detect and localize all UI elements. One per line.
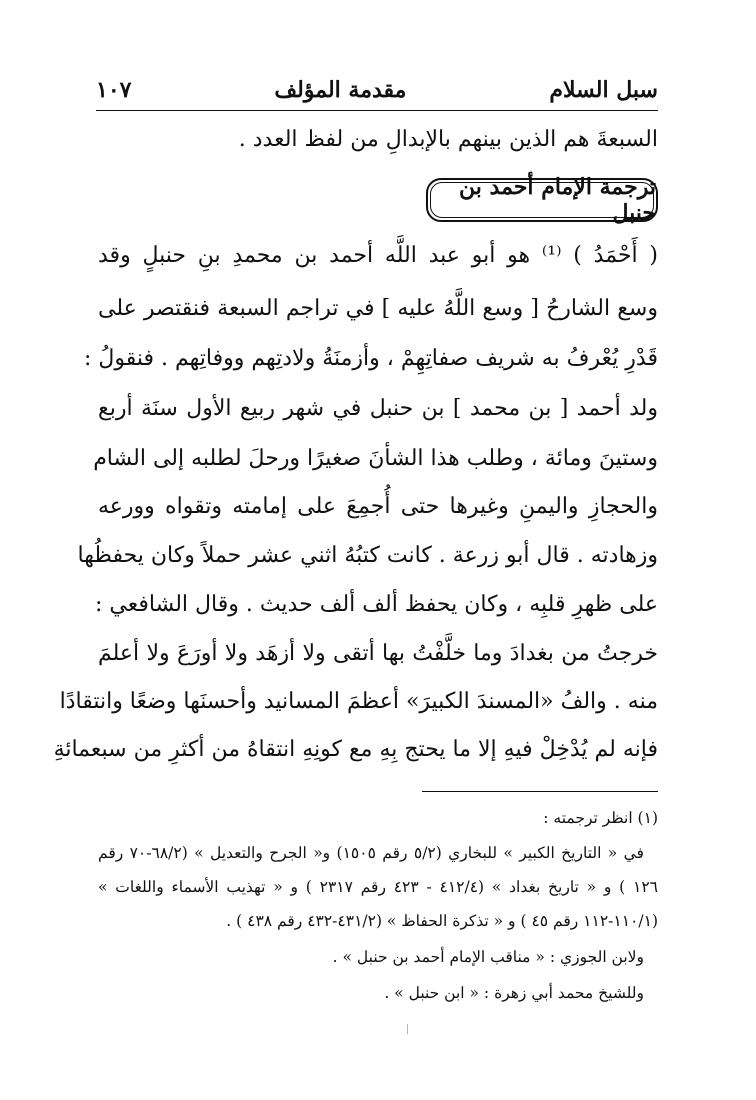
body-line: ولد أحمد [ بن محمد ] بن حنبل في شهر ربيع الأول سنَة أربع xyxy=(98,396,658,421)
scan-mark xyxy=(407,1024,408,1034)
footnote-line: ولابن الجوزي : « مناقب الإمام أحمد بن حنبل » . xyxy=(332,948,644,966)
body-line: وستينَ ومائة ، وطلب هذا الشأنَ صغيرًا ورحلَ لطلبه إلى الشام xyxy=(93,446,658,471)
body-line: ( أَحْمَدُ ) ⁽¹⁾ هو أبو عبد اللَّه أحمد بن محمدِ بنِ حنبلٍ وقد xyxy=(98,243,659,268)
body-line: منه . والفُ «المسندَ الكبيرَ» أعظمَ المسانيد وأحسنَها وضعًا وانتقادًا xyxy=(59,689,658,714)
body-line: قَدْرِ يُعْرفُ به شريف صفاتِهِمْ ، وأزمنَةُ ولادتِهم ووفاتِهم . فنقولُ : xyxy=(83,346,658,371)
footnote-rule xyxy=(422,791,658,792)
intro-line: السبعةَ هم الذين بينهم بالإبدالِ من لفظ العدد . xyxy=(238,127,658,152)
body-line: على ظهرِ قلبِه ، وكان يحفظ ألف ألف حديث . وقال الشافعي : xyxy=(95,592,658,617)
body-line: وسع الشارحُ [ وسع اللَّهُ عليه ] في تراجم السبعة فنقتصر على xyxy=(98,296,658,321)
running-header xyxy=(96,73,658,107)
footnote-label: (١) انظر ترجمته : xyxy=(543,809,658,827)
header-rule xyxy=(96,110,658,111)
section-heading: ترجمة الإمام أحمد بن حنبل xyxy=(459,174,656,226)
body-line: والحجازِ واليمنِ وغيرها حتى أُجمِعَ على إمامته وتقواه وورعه xyxy=(98,494,658,519)
page-number: ١٠٧ xyxy=(96,77,132,103)
footnote-line: في « التاريخ الكبير » للبخاري (٥/٢ رقم ١٥٠٥) و« الجرح والتعديل » (٦٨/٢-٧٠ رقم xyxy=(98,844,644,862)
section-title: مقدمة المؤلف xyxy=(274,77,407,103)
footnote-line: ١٢٦ ) و « تاريخ بغداد » (٤١٢/٤ - ٤٢٣ رقم ٢٣١٧ ) و « تهذيب الأسماء واللغات » xyxy=(98,878,658,896)
footnote-line: (١١٠/١-١١٢ رقم ٤٥ ) و « تذكرة الحفاظ » (٤٣١/٢-٤٣٢ رقم ٤٣٨ ) . xyxy=(226,912,658,930)
body-line: فإنه لم يُدْخِلْ فيهِ إلا ما يحتج بِهِ مع كونِهِ انتقاهُ من أكثرِ من سبعمائةِ xyxy=(53,737,658,762)
body-line: خرجتُ من بغدادَ وما خلَّفْتُ بها أتقى ولا أزهَد ولا أورَعَ ولا أعلمَ xyxy=(98,641,658,666)
section-heading-box xyxy=(426,174,658,226)
body-line: وزهادته . قال أبو زرعة . كانت كتبُهُ اثني عشر حملاً وكان يحفظُها xyxy=(77,543,658,568)
book-title: سبل السلام xyxy=(549,77,658,103)
footnote-line: وللشيخ محمد أبي زهرة : « ابن حنبل » . xyxy=(384,984,644,1002)
